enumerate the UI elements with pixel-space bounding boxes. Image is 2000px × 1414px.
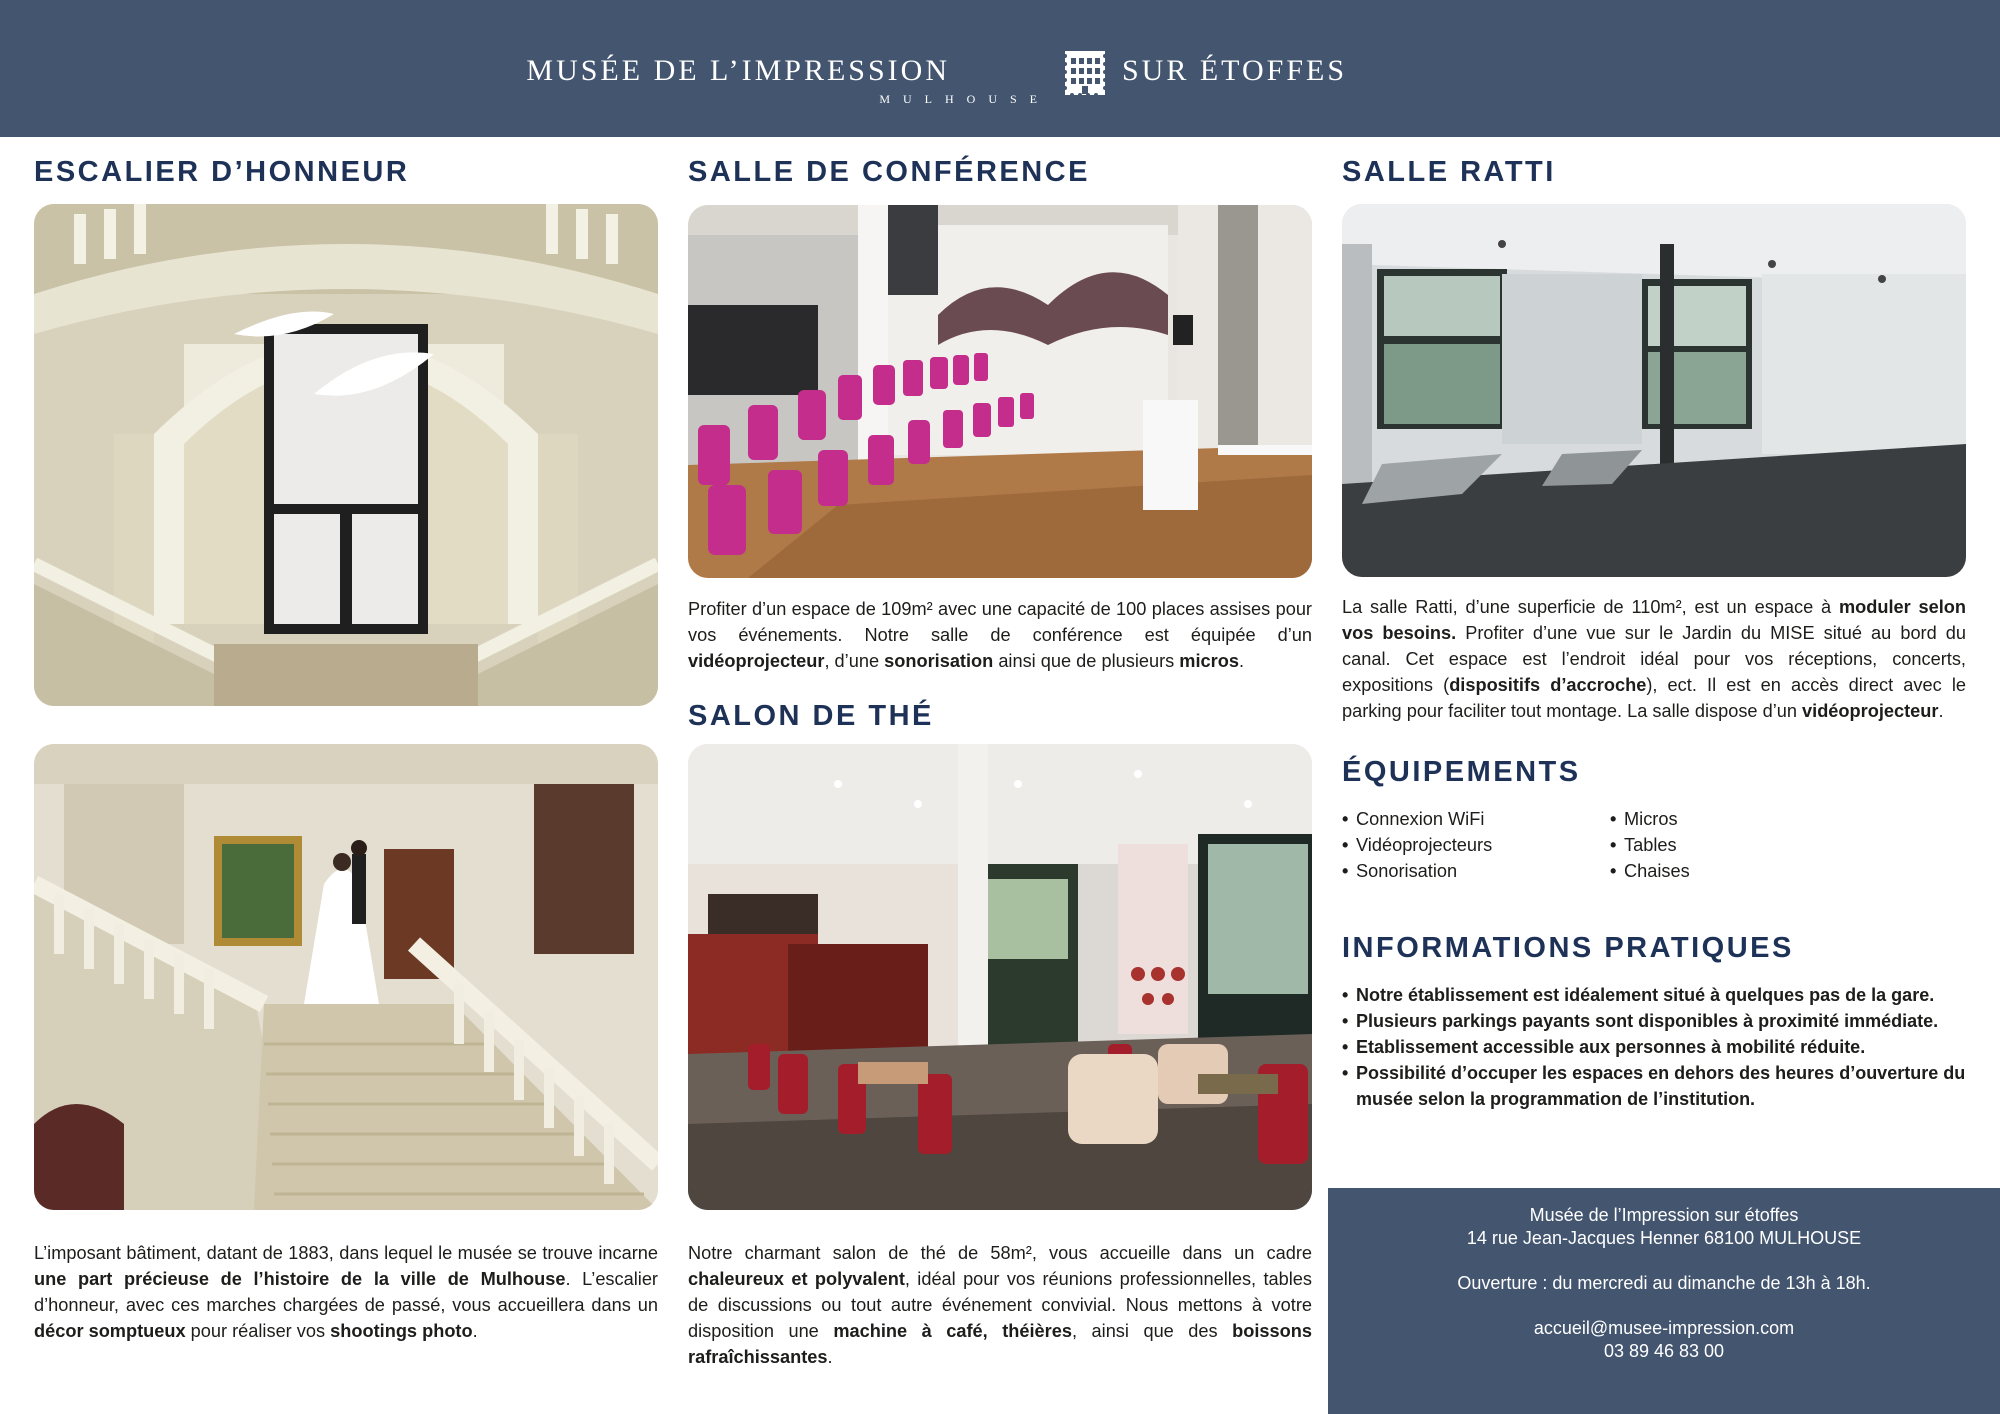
list-item: • Etablissement accessible aux personnes à mobilité réduite. [1342,1034,1967,1060]
photo-salon-de-the [688,744,1312,1210]
logo-subtitle: MULHOUSE [879,92,1050,106]
informations-list [1342,982,1967,1112]
title-conference: SALLE DE CONFÉRENCE [688,156,1090,188]
title-ratti: SALLE RATTI [1342,156,1556,188]
title-equipements: ÉQUIPEMENTS [1342,756,1581,788]
contact-hours: Ouverture : du mercredi au dimanche de 13h à 18h. [1457,1273,1871,1293]
contact-email[interactable]: accueil@musee-impression.com [1533,1318,1795,1338]
list-item: • Connexion WiFi [1342,806,1602,832]
list-item: • Plusieurs parkings payants sont disponibles à proximité immédiate. [1342,1008,1967,1034]
title-salon: SALON DE THÉ [688,700,934,732]
header-banner [0,0,2000,137]
photo-salle-ratti [1342,204,1966,577]
text-salon: Notre charmant salon de thé de 58m², vous accueille dans un cadre chaleureux et polyvalent, idéal pour vos réunions professionnelles, tables de discussions ou tout autre événement convivial. Nous mettons à votre disposition une machine à café, théières, ainsi que des boissons rafraîchissantes. [688,1243,1312,1367]
photo-escalier-honneur [34,204,658,706]
list-item: • Notre établissement est idéalement situé à quelques pas de la gare. [1342,982,1967,1008]
contact-address: 14 rue Jean-Jacques Henner 68100 MULHOUSE [1466,1228,1862,1248]
logo-text-left: MUSÉE DE L’IMPRESSION [526,54,950,87]
list-item: • Vidéoprojecteurs [1342,832,1602,858]
contact-name: Musée de l’Impression sur étoffes [1529,1205,1799,1225]
photo-salle-conference [688,205,1312,578]
contact-phone[interactable]: 03 89 46 83 00 [1603,1341,1725,1361]
photo-escalier-mariage [34,744,658,1210]
list-item: • Sonorisation [1342,858,1602,884]
list-item: • Possibilité d’occuper les espaces en dehors des heures d’ouverture du musée selon la programmation de l’institution. [1342,1060,1967,1112]
museum-logo[interactable] [0,44,2000,114]
equipements-list-1 [1342,806,1602,884]
text-conference: Profiter d’un espace de 109m² avec une capacité de 100 places assises pour vos événements. Notre salle de conférence est équipée d’un vidéoprojecteur, d’une sonorisation ainsi que de plusieurs micros. [688,599,1312,671]
title-escalier: ESCALIER D’HONNEUR [34,156,410,188]
title-informations: INFORMATIONS PRATIQUES [1342,932,1794,964]
list-item: • Micros [1610,806,1810,832]
text-escalier: L’imposant bâtiment, datant de 1883, dans lequel le musée se trouve incarne une part précieuse de l’histoire de la ville de Mulhouse. L’escalier d’honneur, avec ces marches chargées de passé, vous accueillera dans un décor somptueux pour réaliser vos shootings photo. [34,1243,658,1341]
logo-text-right: SUR ÉTOFFES [1122,54,1348,87]
text-ratti: La salle Ratti, d’une superficie de 110m², est un espace à moduler selon vos besoins. Profiter d’une vue sur le Jardin du MISE situé au bord du canal. Cet espace est l’endroit idéal pour vos réceptions, concerts, expositions (dispositifs d’accroche), ect. Il est en accès direct avec le parking pour faciliter tout montage. La salle dispose d’un vidéoprojecteur. [1342,597,1966,721]
building-stamp-icon [1062,48,1108,98]
list-item: • Tables [1610,832,1810,858]
contact-panel [1328,1188,2000,1414]
equipements-list-2 [1610,806,1810,884]
list-item: • Chaises [1610,858,1810,884]
